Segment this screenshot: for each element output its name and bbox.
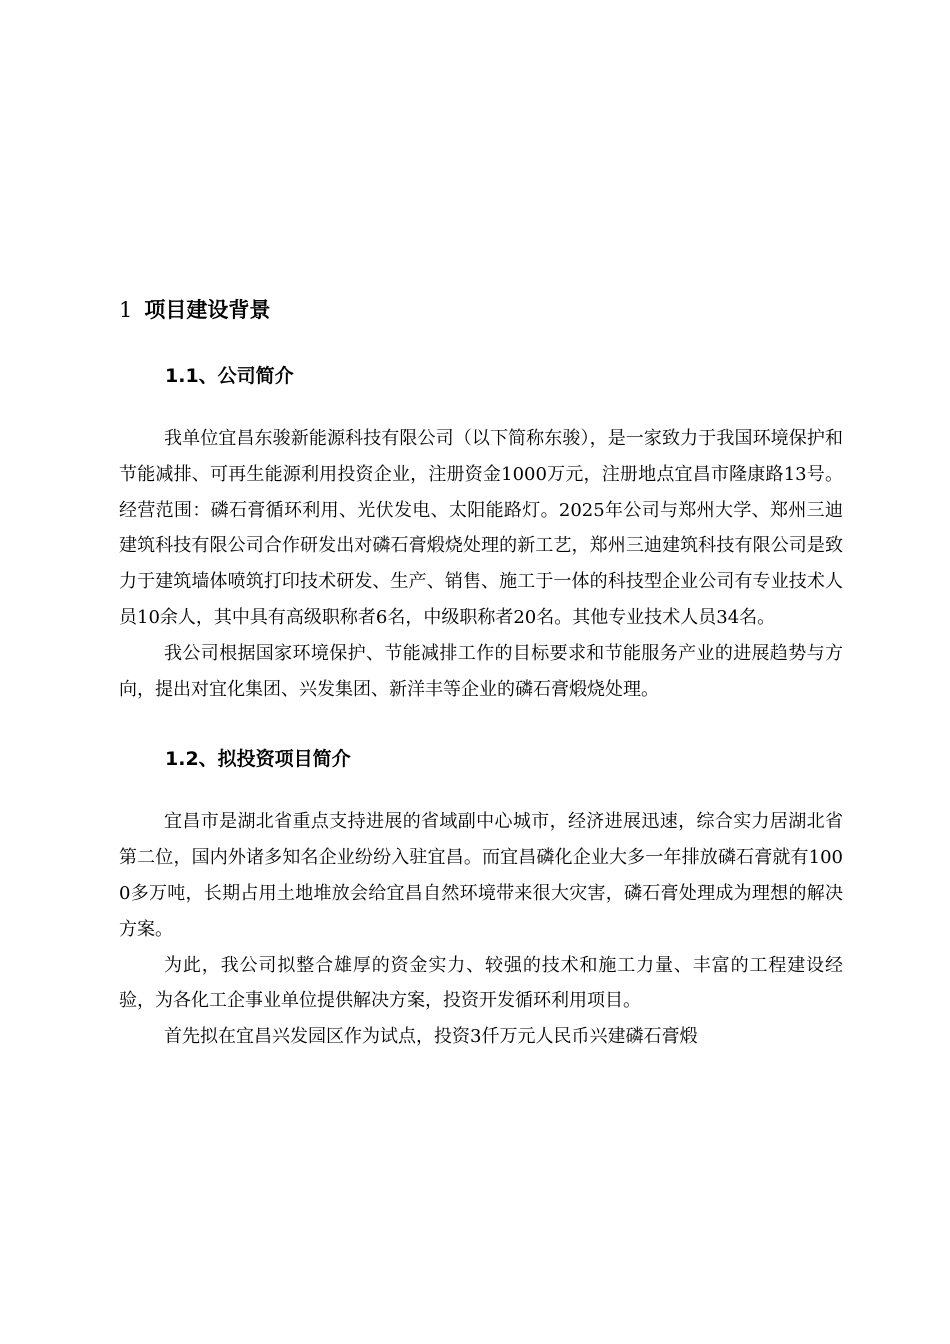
section-heading [119, 292, 843, 328]
section-number: 1 [119, 298, 133, 322]
subsection-heading: 1.1、公司简介 [165, 365, 294, 387]
paragraph: 宜昌市是湖北省重点支持进展的省域副中心城市，经济进展迅速，综合实力居湖北省第二位，国内外诸多知名企业纷纷入驻宜昌。而宜昌磷化企业大多一年排放磷石膏就有1000多万吨，长期占用土地堆放会给宜昌自然环境带来很大灾害，磷石膏处理成为理想的解决方案。 [119, 811, 843, 940]
subsection-project-profile [119, 741, 843, 1055]
paragraph: 首先拟在宜昌兴发园区作为试点，投资3仟万元人民币兴建磷石膏煅 [164, 1026, 698, 1048]
paragraph: 我单位宜昌东骏新能源科技有限公司（以下简称东骏），是一家致力于我国环境保护和节能减排、可再生能源利用投资企业，注册资金1000万元，注册地点宜昌市隆康路13号。经营范围：磷石膏循环利用、光伏发电、太阳能路灯。2025年公司与郑州大学、郑州三迪建筑科技有限公司合作研发出对磷石膏煅烧处理的新工艺，郑州三迪建筑科技有限公司是致力于建筑墙体喷筑打印技术研发、生产、销售、施工于一体的科技型企业公司有专业技术人员10余人，其中具有高级职称者6名，中级职称者20名。其他专业技术人员34名。 [119, 428, 843, 628]
section-title: 项目建设背景 [144, 297, 271, 322]
section-spacer [119, 707, 843, 741]
paragraph: 为此，我公司拟整合雄厚的资金实力、较强的技术和施工力量、丰富的工程建设经验，为各化工企事业单位提供解决方案，投资开发循环利用项目。 [119, 954, 843, 1012]
paragraph: 我公司根据国家环境保护、节能减排工作的目标要求和节能服务产业的进展趋势与方向，提出对宜化集团、兴发集团、新洋丰等企业的磷石膏煅烧处理。 [119, 642, 843, 700]
document-body [119, 292, 843, 1055]
subsection-heading: 1.2、拟投资项目简介 [165, 748, 351, 771]
subsection-company-profile [119, 358, 843, 707]
